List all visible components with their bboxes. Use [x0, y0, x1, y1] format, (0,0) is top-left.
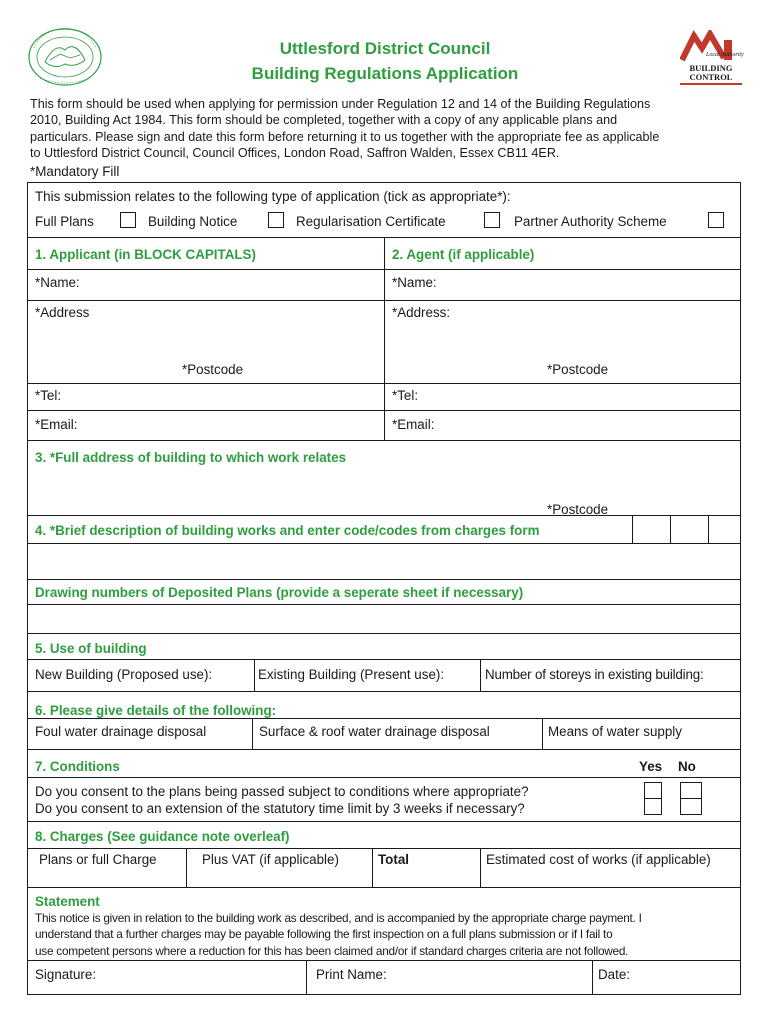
- section5-heading: 5. Use of building: [35, 641, 147, 656]
- new-building-use-field[interactable]: New Building (Proposed use):: [35, 667, 213, 682]
- conditions-question: Do you consent to the plans being passed subject to conditions where appropriate?: [35, 784, 529, 799]
- option-partner-authority-label: Partner Authority Scheme: [514, 214, 667, 229]
- date-field[interactable]: Date:: [598, 967, 631, 982]
- surface-drainage-field[interactable]: Surface & roof water drainage disposal: [259, 724, 490, 739]
- logo-small-text: Local Authority: [706, 52, 744, 58]
- application-type-prompt: This submission relates to the following type of application (tick as appropriate*):: [35, 189, 511, 204]
- applicant-email-field[interactable]: *Email:: [35, 417, 78, 432]
- option-full-plans-label: Full Plans: [35, 214, 94, 229]
- intro-line: 2010, Building Act 1984. This form should be completed, together with a copy of any applicable plans and: [30, 113, 618, 128]
- option-building-notice-label: Building Notice: [148, 214, 238, 229]
- drawings-heading: Drawing numbers of Deposited Plans (provide a seperate sheet if necessary): [35, 585, 524, 600]
- water-supply-field[interactable]: Means of water supply: [548, 724, 682, 739]
- full-plans-checkbox[interactable]: [120, 212, 136, 228]
- statement-line: This notice is given in relation to the building work as described, and is accompanied by the appropriate charge payment. I: [35, 911, 642, 925]
- works-description-field[interactable]: [28, 544, 742, 579]
- storeys-field[interactable]: Number of storeys in existing building:: [485, 667, 704, 682]
- agent-tel-field[interactable]: *Tel:: [392, 388, 419, 403]
- statement-line: use competent persons where a reduction for this has been claimed and/or if standard charges criteria are not followed.: [35, 943, 629, 958]
- building-notice-checkbox[interactable]: [268, 212, 284, 228]
- charge-code-box-1[interactable]: [632, 516, 670, 543]
- application-form: [27, 182, 741, 995]
- section7-heading: 7. Conditions: [35, 759, 120, 774]
- regularisation-checkbox[interactable]: [484, 212, 500, 228]
- agent-name-field[interactable]: *Name:: [392, 275, 437, 290]
- logo-line1: BUILDING: [689, 63, 733, 73]
- print-name-field[interactable]: Print Name:: [316, 967, 387, 982]
- drawing-numbers-field[interactable]: [28, 605, 742, 633]
- extension-yes-checkbox[interactable]: [644, 798, 662, 815]
- section4-heading: 4. *Brief description of building works and enter code/codes from charges form: [35, 523, 540, 538]
- agent-postcode-field[interactable]: *Postcode: [547, 362, 609, 377]
- section6-heading: 6. Please give details of the following:: [35, 703, 277, 718]
- extension-question: Do you consent to an extension of the statutory time limit by 3 weeks if necessary?: [35, 801, 525, 816]
- logo-line2: CONTROL: [689, 72, 733, 82]
- building-postcode-field[interactable]: *Postcode: [547, 502, 609, 517]
- extension-no-checkbox[interactable]: [680, 798, 702, 815]
- section3-heading: 3. *Full address of building to which work relates: [35, 450, 347, 465]
- yes-header: Yes: [639, 759, 663, 774]
- agent-address-field[interactable]: *Address:: [392, 305, 451, 320]
- intro-line: This form should be used when applying for permission under Regulation 12 and 14 of the Building Regulations: [30, 97, 651, 111]
- header-title: [180, 36, 590, 86]
- applicant-tel-field[interactable]: *Tel:: [35, 388, 62, 403]
- applicant-address-field[interactable]: *Address: [35, 305, 90, 320]
- existing-building-use-field[interactable]: Existing Building (Present use):: [258, 667, 445, 682]
- partner-authority-checkbox[interactable]: [708, 212, 724, 228]
- statement-text: [35, 910, 739, 959]
- building-control-logo: [680, 30, 742, 90]
- charge-code-box-2[interactable]: [671, 516, 708, 543]
- conditions-yes-checkbox[interactable]: [644, 782, 662, 799]
- section8-heading: 8. Charges (See guidance note overleaf): [35, 829, 290, 844]
- form-title: Building Regulations Application: [251, 64, 519, 83]
- foul-drainage-field[interactable]: Foul water drainage disposal: [35, 724, 207, 739]
- section2-heading: 2. Agent (if applicable): [392, 247, 535, 262]
- estimated-cost-field[interactable]: Estimated cost of works (if applicable): [486, 852, 711, 867]
- total-field[interactable]: Total: [378, 852, 409, 867]
- charge-code-box-3[interactable]: [709, 516, 741, 543]
- option-regularisation-label: Regularisation Certificate: [296, 214, 446, 229]
- intro-line: to Uttlesford District Council, Council Offices, London Road, Saffron Walden, Essex CB11 4ER.: [30, 145, 560, 160]
- plans-charge-field[interactable]: Plans or full Charge: [39, 852, 157, 867]
- conditions-no-checkbox[interactable]: [680, 782, 702, 799]
- council-crest-logo: [20, 22, 110, 92]
- vat-field[interactable]: Plus VAT (if applicable): [202, 852, 339, 867]
- section1-heading: 1. Applicant (in BLOCK CAPITALS): [35, 247, 256, 262]
- no-header: No: [678, 759, 696, 774]
- applicant-postcode-field[interactable]: *Postcode: [182, 362, 244, 377]
- statement-heading: Statement: [35, 894, 100, 909]
- intro-paragraph: [30, 96, 744, 161]
- signature-field[interactable]: Signature:: [35, 967, 97, 982]
- agent-email-field[interactable]: *Email:: [392, 417, 435, 432]
- statement-line: understand that a further charges may be payable following the first inspection on a full plans submission or if I fail to: [35, 927, 613, 942]
- applicant-name-field[interactable]: *Name:: [35, 275, 80, 290]
- council-name: Uttlesford District Council: [279, 39, 491, 58]
- mandatory-note: *Mandatory Fill: [30, 164, 120, 179]
- intro-line: particulars. Please sign and date this form before returning it to us together with the appropriate fee as applicable: [30, 129, 660, 144]
